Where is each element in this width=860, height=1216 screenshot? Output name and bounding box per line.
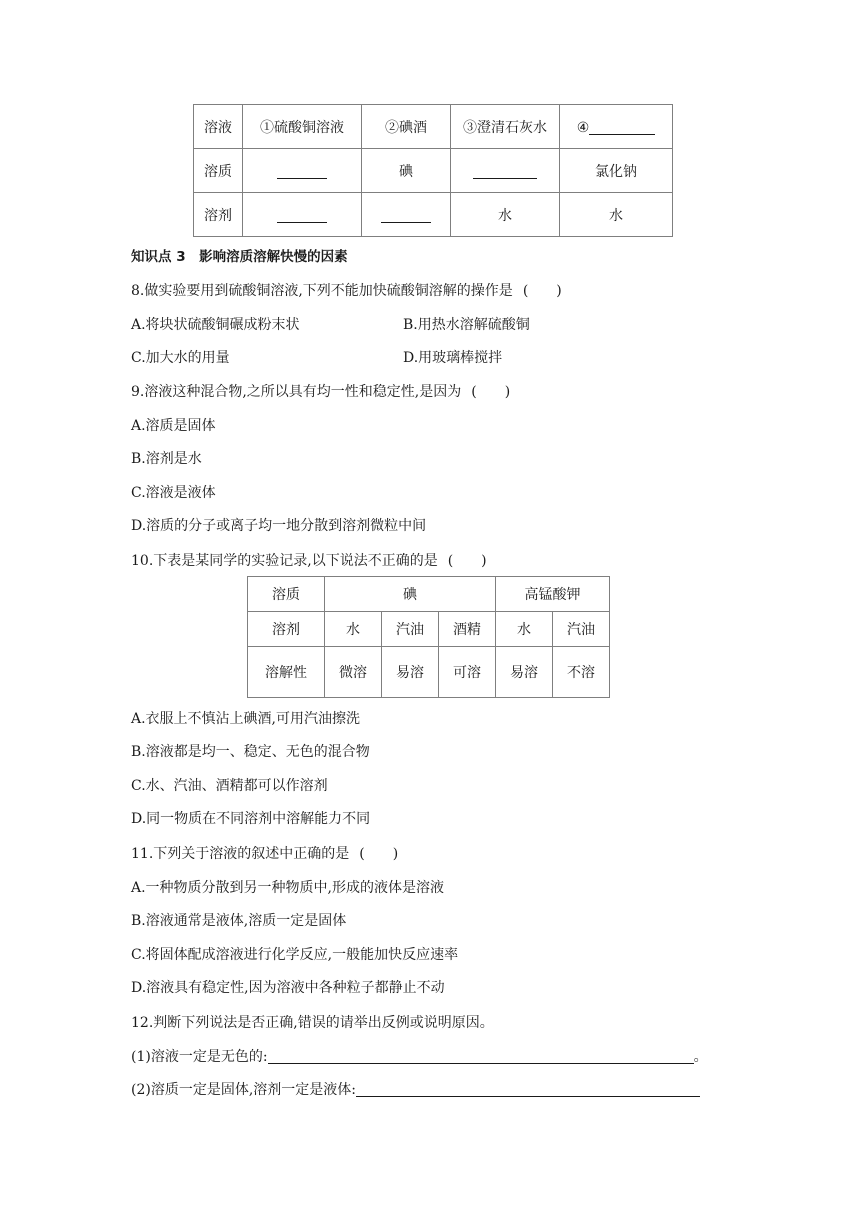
table-cell: 高锰酸钾 — [496, 577, 610, 612]
table-cell: 溶剂 — [194, 193, 243, 237]
option-c[interactable]: C.加大水的用量 — [131, 350, 230, 366]
table-cell: 水 — [560, 193, 673, 237]
option-a[interactable]: A.一种物质分散到另一种物质中,形成的液体是溶液 — [131, 880, 445, 896]
option-b[interactable]: B.溶剂是水 — [131, 451, 202, 467]
section-heading: 知识点 3 影响溶质溶解快慢的因素 — [131, 249, 348, 265]
item-label: (1)溶液一定是无色的: — [131, 1049, 268, 1065]
table-cell: 可溶 — [439, 647, 496, 698]
question-12-item-2 — [131, 1079, 700, 1099]
table-cell: 不溶 — [553, 647, 610, 698]
question-9 — [131, 381, 510, 401]
question-10 — [131, 550, 487, 570]
table-cell: ④ — [560, 105, 673, 149]
table-cell: 溶质 — [248, 577, 325, 612]
answer-blank[interactable] — [589, 118, 655, 135]
table-cell: ①硫酸铜溶液 — [243, 105, 362, 149]
table-cell: 水 — [451, 193, 560, 237]
option-a[interactable]: A.溶质是固体 — [131, 418, 216, 434]
option-d[interactable]: D.用玻璃棒搅拌 — [403, 350, 503, 366]
table-cell: 碘 — [325, 577, 496, 612]
option-d[interactable]: D.溶质的分子或离子均一地分散到溶剂微粒中间 — [131, 518, 427, 534]
option-c[interactable]: C.将固体配成溶液进行化学反应,一般能加快反应速率 — [131, 947, 459, 963]
table-cell: 溶解性 — [248, 647, 325, 698]
item-label: (2)溶质一定是固体,溶剂一定是液体: — [131, 1082, 356, 1098]
option-b[interactable]: B.用热水溶解硫酸铜 — [403, 317, 530, 333]
table-cell: 溶液 — [194, 105, 243, 149]
table-cell: 易溶 — [496, 647, 553, 698]
question-stem: 10.下表是某同学的实验记录,以下说法不正确的是 — [131, 553, 438, 569]
answer-blank[interactable] — [277, 162, 327, 179]
item-end: 。 — [693, 1049, 708, 1065]
solution-table — [193, 104, 673, 237]
question-12-item-1 — [131, 1046, 708, 1066]
answer-paren[interactable]: ( ) — [471, 384, 511, 400]
question-8 — [131, 280, 562, 300]
table-cell: 酒精 — [439, 612, 496, 647]
table-cell: 汽油 — [553, 612, 610, 647]
table-cell: ③澄清石灰水 — [451, 105, 560, 149]
question-12: 12.判断下列说法是否正确,错误的请举出反例或说明原因。 — [131, 1015, 494, 1031]
question-stem: 11.下列关于溶液的叙述中正确的是 — [131, 846, 350, 862]
table-cell: 碘 — [362, 149, 451, 193]
option-d[interactable]: D.溶液具有稳定性,因为溶液中各种粒子都静止不动 — [131, 980, 445, 996]
table-cell: 水 — [496, 612, 553, 647]
table-cell: 溶剂 — [248, 612, 325, 647]
table-cell: 微溶 — [325, 647, 382, 698]
answer-line[interactable] — [268, 1048, 694, 1064]
option-c[interactable]: C.水、汽油、酒精都可以作溶剂 — [131, 778, 328, 794]
table-cell: 水 — [325, 612, 382, 647]
question-stem: 8.做实验要用到硫酸铜溶液,下列不能加快硫酸铜溶解的操作是 — [131, 283, 513, 299]
option-b[interactable]: B.溶液通常是液体,溶质一定是固体 — [131, 913, 347, 929]
table-cell — [451, 149, 560, 193]
answer-blank[interactable] — [473, 162, 537, 179]
table-cell: ②碘酒 — [362, 105, 451, 149]
answer-line[interactable] — [356, 1081, 700, 1097]
answer-paren[interactable]: ( ) — [359, 846, 399, 862]
option-d[interactable]: D.同一物质在不同溶剂中溶解能力不同 — [131, 811, 371, 827]
table-cell — [362, 193, 451, 237]
option-c[interactable]: C.溶液是液体 — [131, 485, 216, 501]
answer-paren[interactable]: ( ) — [522, 283, 562, 299]
table-cell — [243, 149, 362, 193]
answer-paren[interactable]: ( ) — [447, 553, 487, 569]
table-cell: 氯化钠 — [560, 149, 673, 193]
question-11 — [131, 843, 398, 863]
table-cell — [243, 193, 362, 237]
answer-blank[interactable] — [381, 206, 431, 223]
table-cell: 溶质 — [194, 149, 243, 193]
option-a[interactable]: A.衣服上不慎沾上碘酒,可用汽油擦洗 — [131, 711, 361, 727]
question-stem: 9.溶液这种混合物,之所以具有均一性和稳定性,是因为 — [131, 384, 462, 400]
table-cell: 汽油 — [382, 612, 439, 647]
solubility-table — [247, 576, 610, 698]
option-a[interactable]: A.将块状硫酸铜碾成粉末状 — [131, 317, 300, 333]
table-cell: 易溶 — [382, 647, 439, 698]
answer-blank[interactable] — [277, 206, 327, 223]
option-b[interactable]: B.溶液都是均一、稳定、无色的混合物 — [131, 744, 370, 760]
